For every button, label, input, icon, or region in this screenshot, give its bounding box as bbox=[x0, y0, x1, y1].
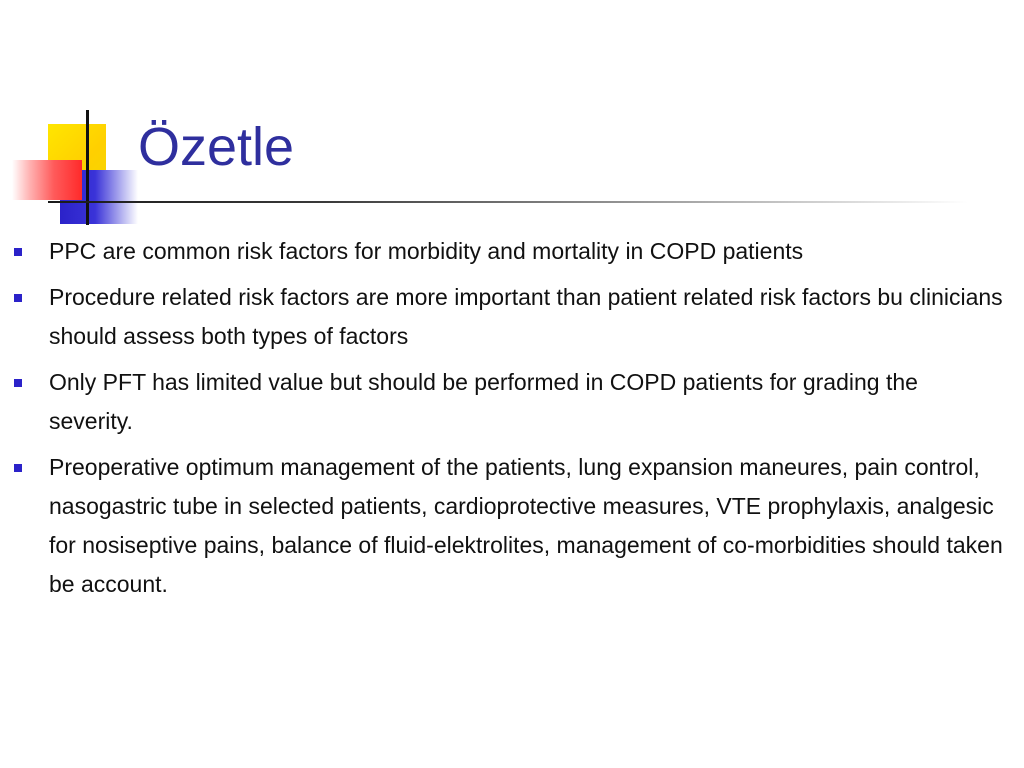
square-bullet-icon bbox=[14, 379, 22, 387]
bullet-text: PPC are common risk factors for morbidity and mortality in COPD patients bbox=[49, 238, 804, 264]
bullet-list bbox=[14, 232, 1004, 611]
bullet-item bbox=[14, 448, 1004, 604]
square-bullet-icon bbox=[14, 294, 22, 302]
bullet-text: Procedure related risk factors are more important than patient related risk factors bu clinicians should assess both types of factors bbox=[49, 284, 1003, 349]
bullet-text: Preoperative optimum management of the patients, lung expansion maneures, pain control, nasogastric tube in selected patients, cardioprotective measures, VTE prophylaxis, analgesic for nosiseptive pains, balance of fluid-elektrolites, management of co-morbidities should taken be account. bbox=[49, 454, 1003, 597]
square-bullet-icon bbox=[14, 464, 22, 472]
bullet-item bbox=[14, 278, 1004, 356]
square-bullet-icon bbox=[14, 248, 22, 256]
decorative-vertical-line bbox=[86, 110, 89, 225]
decorative-red-bar bbox=[12, 160, 82, 200]
title-underline bbox=[48, 201, 968, 203]
bullet-item bbox=[14, 363, 1004, 441]
slide-title: Özetle bbox=[138, 117, 295, 177]
bullet-item bbox=[14, 232, 1004, 271]
bullet-text: Only PFT has limited value but should be performed in COPD patients for grading the severity. bbox=[49, 369, 918, 434]
